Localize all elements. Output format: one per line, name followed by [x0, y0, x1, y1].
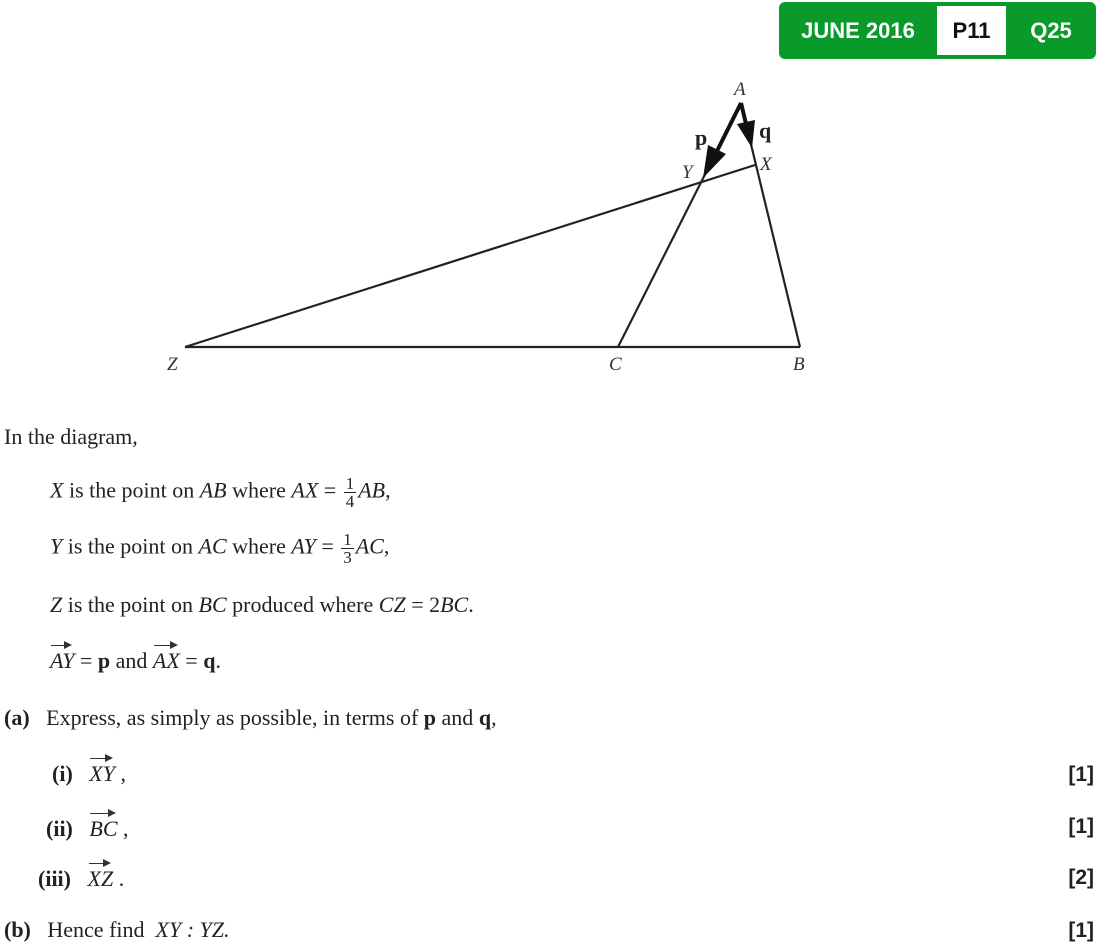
marks-b: [1] [1068, 919, 1094, 942]
badge-date: JUNE 2016 [801, 18, 915, 43]
vector-p-arrow [703, 103, 741, 178]
given-y-line: Y is the point on AC where AY = $\frac{1}{3}$ AC, [50, 530, 390, 567]
fraction-one-third: $\frac{1}{3}$ [343, 530, 352, 567]
line-zx [185, 165, 755, 347]
given-x-line: X is the point on AB where AX = $\frac{1}{4}$ AB, [50, 474, 391, 511]
point-a-label: A [734, 79, 746, 100]
part-a-ii: (ii) BC , [46, 816, 129, 841]
vector-p-label: p [695, 125, 708, 150]
part-a-prompt: (a) Express, as simply as possible, in terms of p and q, [4, 705, 497, 730]
point-z-label: Z [167, 354, 178, 375]
point-y-label: Y [682, 162, 693, 183]
part-b-label: (b) [4, 917, 31, 942]
marks-a-ii: [1] [1068, 815, 1094, 838]
marks-a-iii: [2] [1068, 866, 1094, 889]
vector-q-label: q [759, 118, 772, 143]
marks-a-i: [1] [1068, 763, 1094, 786]
triangle-diagram [0, 0, 1100, 400]
part-a-label: (a) [4, 705, 30, 730]
part-a-i: (i) XY , [52, 761, 126, 786]
given-z-line: Z is the point on BC produced where CZ = 2BC. [50, 592, 474, 617]
badge-question: Q25 [1030, 18, 1072, 43]
part-b-prompt: (b) Hence find XY : YZ. [4, 917, 230, 942]
badge-paper: P11 [937, 6, 1006, 55]
fraction-one-quarter: $\frac{1}{4}$ [345, 474, 355, 511]
point-x-label: X [760, 154, 772, 175]
part-a-iii: (iii) XZ . [38, 866, 125, 891]
vector-definitions: AY = p and AX = q. [50, 648, 221, 673]
point-b-label: B [793, 354, 805, 375]
intro-text: In the diagram, [4, 424, 138, 449]
point-c-label: C [609, 354, 622, 375]
